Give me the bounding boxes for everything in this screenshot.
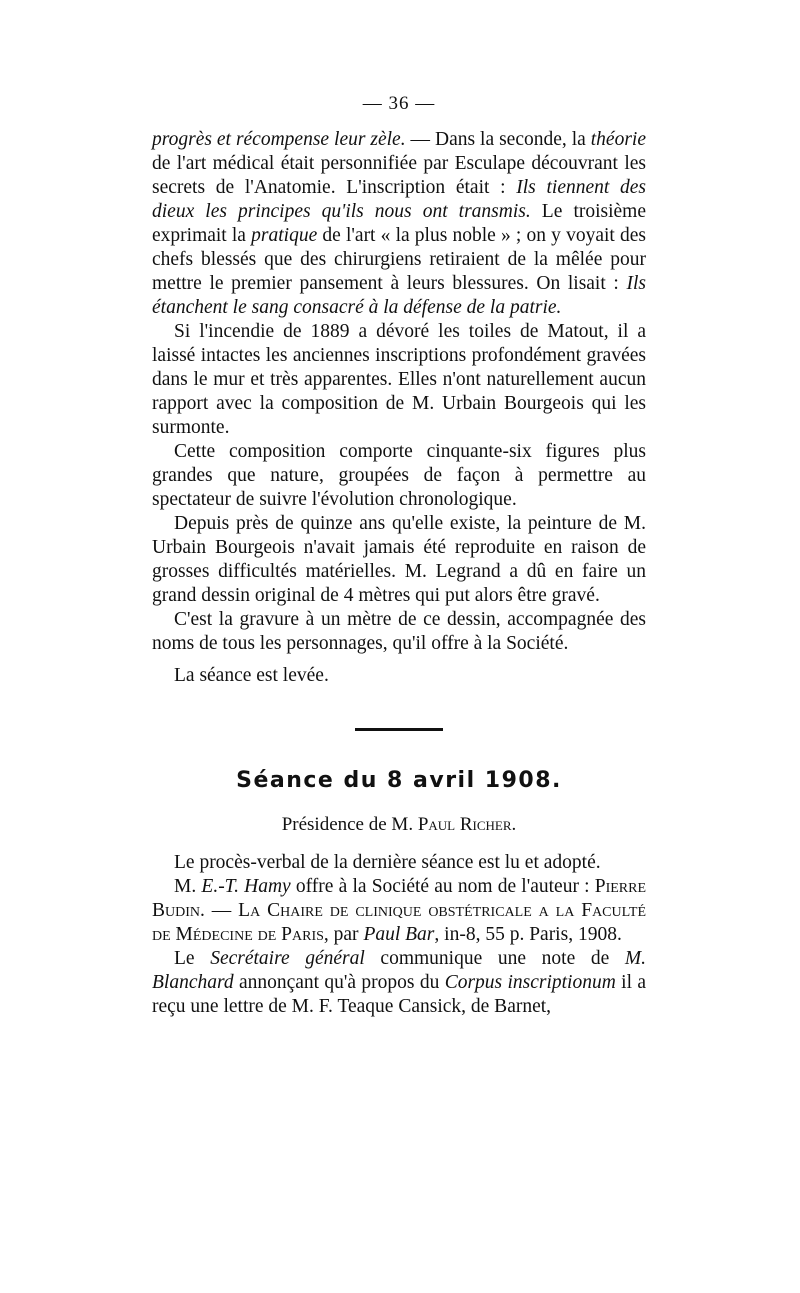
body-text: — Dans la seconde, la xyxy=(405,129,591,150)
italic-text: Paul Bar xyxy=(363,924,435,945)
body-text: , in-8, 55 p. Paris, 1908. xyxy=(434,924,622,945)
italic-text: progrès et récompense leur zèle. xyxy=(152,129,406,150)
seance-heading: Séance du 8 avril 1908. xyxy=(236,768,562,793)
body-text: . — xyxy=(200,900,239,921)
section-divider xyxy=(355,728,443,731)
paragraph-inscriptions xyxy=(152,128,646,320)
italic-text: Ils tiennent des dieux les principes qu'ils nous ont transmis. xyxy=(152,177,646,222)
presidence-line xyxy=(152,813,646,837)
body-text: il a reçu une lettre de M. F. Teaque Cansick, de Barnet, xyxy=(152,972,646,1017)
body-text: de l'art « la plus noble » ; on y voyait des chefs blessés que des chirurgiens retiraient de la mêlée pour mettre le premier pansement à leurs blessures. On lisait : xyxy=(152,225,646,294)
president-name: Paul Richer xyxy=(417,814,512,835)
smallcaps-text: La Chaire de clinique obstétricale a la Faculté de Médecine de Paris xyxy=(152,900,647,945)
seance-body xyxy=(152,851,646,1019)
page-number: — 36 — xyxy=(362,93,436,114)
presidence-suffix: . xyxy=(511,814,517,835)
paragraph-seance-levee: La séance est levée. xyxy=(174,665,329,686)
italic-text: Ils étanchent le sang consacré à la défense de la patrie. xyxy=(152,273,646,318)
paragraph-reproduction: Depuis près de quinze ans qu'elle existe, la peinture de M. Urbain Bourgeois n'avait jamais été reproduite en raison de grosses difficultés matérielles. M. Legrand a dû en faire un grand dessin original de 4 mètres qui put alors être gravé. xyxy=(152,513,646,606)
body-text: Le xyxy=(174,948,211,969)
body-text: M. xyxy=(174,876,202,897)
paragraph-gravure: C'est la gravure à un mètre de ce dessin, accompagnée des noms de tous les personnages, qu'il offre à la Société. xyxy=(152,609,646,654)
body-text: communique une note de xyxy=(364,948,625,969)
paragraph-incendie: Si l'incendie de 1889 a dévoré les toiles de Matout, il a laissé intactes les anciennes inscriptions profondément gravées dans le mur et très apparentes. Elles n'ont naturellement aucun rapport avec la composition de M. Urbain Bourgeois qui les surmonte. xyxy=(152,321,646,438)
paragraph-composition: Cette composition comporte cinquante-six figures plus grandes que nature, groupées de façon à permettre au spectateur de suivre l'évolution chronologique. xyxy=(152,441,646,510)
italic-text: pratique xyxy=(251,225,318,246)
body-text: Le troisième exprimait la xyxy=(152,201,647,246)
body-text: , par xyxy=(323,924,364,945)
smallcaps-text: Pierre Budin xyxy=(152,876,647,921)
paragraph-secretaire xyxy=(152,947,646,1019)
body-text: annonçant qu'à propos du xyxy=(233,972,445,993)
body-text: de l'art médical était personnifiée par Esculape découvrant les secrets de l'Anatomie. L'inscription était : xyxy=(152,153,646,198)
italic-text: E.-T. Hamy xyxy=(201,876,291,897)
italic-text: Secrétaire général xyxy=(210,948,365,969)
document-page xyxy=(152,92,646,1019)
body-text: offre à la Société au nom de l'auteur : xyxy=(290,876,595,897)
italic-text: théorie xyxy=(590,129,646,150)
paragraph-offre-hamy xyxy=(152,875,646,947)
italic-text: M. Blanchard xyxy=(152,948,646,993)
italic-text: Corpus inscriptionum xyxy=(444,972,616,993)
paragraph-proces-verbal: Le procès-verbal de la dernière séance est lu et adopté. xyxy=(174,852,601,873)
presidence-prefix: Présidence de M. xyxy=(281,814,418,835)
